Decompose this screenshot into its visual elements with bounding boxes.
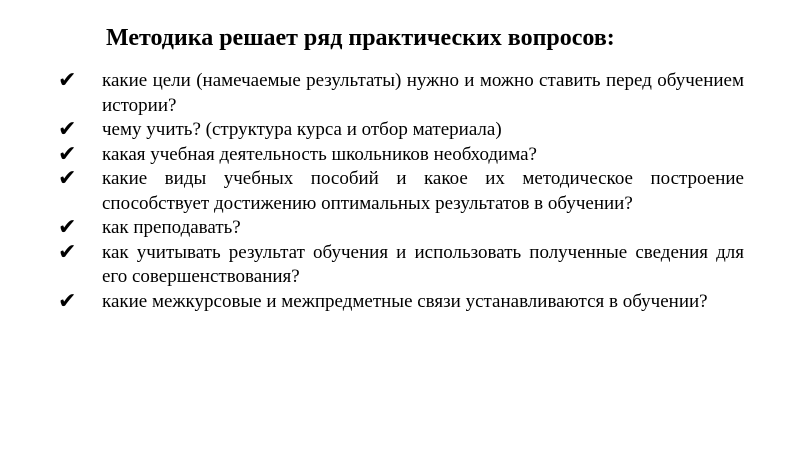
list-item-text: какие межкурсовые и межпредметные связи устанавливаются в обучении? (102, 290, 708, 312)
checkmark-icon: ✔ (58, 166, 77, 191)
slide-title: Методика решает ряд практических вопросов: (106, 25, 615, 51)
checkmark-icon: ✔ (58, 215, 77, 240)
list-item-text: какие цели (намечаемые результаты) нужно и можно ставить перед обучением истории? (102, 70, 744, 116)
list-item (58, 241, 744, 290)
list-item (58, 167, 744, 216)
checkmark-icon: ✔ (58, 68, 77, 93)
question-list (58, 69, 744, 314)
list-item (58, 69, 744, 118)
list-item-text: какая учебная деятельность школьников необходима? (102, 143, 537, 165)
checkmark-icon: ✔ (58, 288, 77, 314)
list-item-text: как преподавать? (102, 217, 241, 238)
list-item-text: чему учить? (структура курса и отбор материала) (102, 119, 502, 140)
list-item (58, 290, 744, 315)
list-item (58, 216, 744, 241)
list-item (58, 118, 744, 143)
list-item (58, 143, 744, 168)
list-item-text: какие виды учебных пособий и какое их методическое построение способствует достижению оптимальных результатов в обучении? (102, 168, 744, 214)
checkmark-icon: ✔ (58, 141, 77, 167)
list-item-text: как учитывать результат обучения и использовать полученные сведения для его совершенствования? (102, 241, 744, 287)
checkmark-icon: ✔ (58, 117, 77, 142)
checkmark-icon: ✔ (58, 239, 77, 265)
